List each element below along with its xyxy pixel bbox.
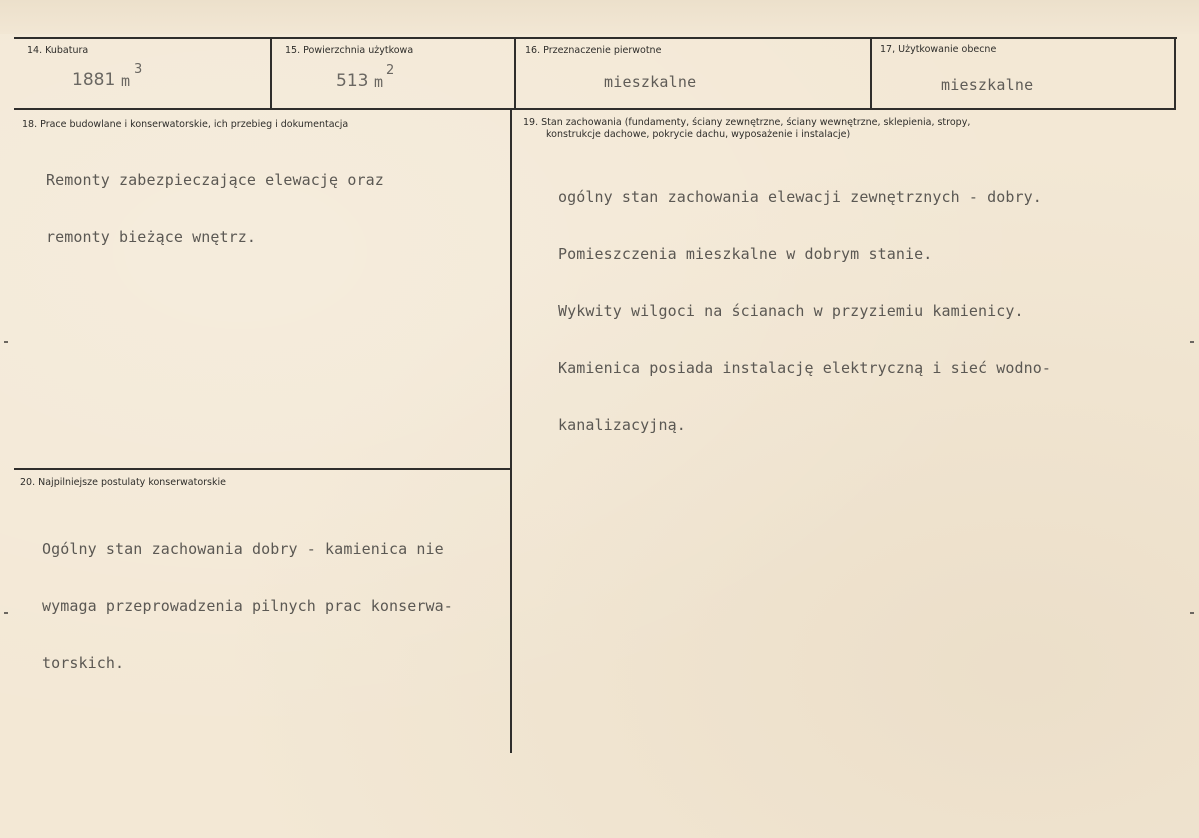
stan-text	[558, 150, 1051, 473]
kubatura-exponent: 3	[134, 62, 143, 77]
stan-line: kanalizacyjną.	[558, 416, 686, 434]
divider-16-17	[870, 38, 872, 110]
powierzchnia-value: 513	[336, 71, 369, 91]
przeznaczenie-value: mieszkalne	[604, 73, 697, 91]
stan-line: Pomieszczenia mieszkalne w dobrym stanie.	[558, 245, 933, 263]
divider-right-edge	[1174, 38, 1176, 110]
kubatura-label: 14. Kubatura	[27, 45, 89, 56]
postulaty-line: Ogólny stan zachowania dobry - kamienica nie	[42, 540, 444, 558]
powierzchnia-label: 15. Powierzchnia użytkowa	[285, 45, 414, 56]
margin-tick	[4, 612, 8, 614]
uzytkowanie-label: 17, Użytkowanie obecne	[880, 44, 997, 55]
prace-text	[46, 133, 384, 285]
prace-line: Remonty zabezpieczające elewację oraz	[46, 171, 384, 189]
margin-tick	[1190, 612, 1194, 614]
powierzchnia-exponent: 2	[386, 63, 395, 78]
stan-label-line-1: 19. Stan zachowania (fundamenty, ściany zewnętrzne, ściany wewnętrzne, sklepienia, stropy,	[523, 117, 971, 128]
divider-14-15	[270, 38, 272, 110]
przeznaczenie-label: 16. Przeznaczenie pierwotne	[525, 45, 662, 56]
postulaty-line: torskich.	[42, 654, 125, 672]
divider-15-16	[514, 38, 516, 110]
powierzchnia-unit: m	[374, 73, 384, 91]
postulaty-rule	[14, 468, 511, 470]
stan-line: Wykwity wilgoci na ścianach w przyziemiu kamienicy.	[558, 302, 1024, 320]
prace-label: 18. Prace budowlane i konserwatorskie, ich przebieg i dokumentacja	[22, 119, 349, 130]
kubatura-unit: m	[121, 72, 131, 90]
postulaty-text	[42, 502, 453, 711]
kubatura-value: 1881	[72, 70, 116, 90]
stan-line: ogólny stan zachowania elewacji zewnętrznych - dobry.	[558, 188, 1042, 206]
top-rule	[14, 37, 1177, 39]
margin-tick	[4, 341, 8, 343]
postulaty-line: wymaga przeprowadzenia pilnych prac konserwa-	[42, 597, 453, 615]
uzytkowanie-value: mieszkalne	[941, 76, 1034, 94]
divider-main-columns	[510, 110, 512, 753]
stan-label-line-2: konstrukcje dachowe, pokrycie dachu, wyposażenie i instalacje)	[546, 129, 851, 140]
stan-line: Kamienica posiada instalację elektryczną i sieć wodno-	[558, 359, 1052, 377]
postulaty-label: 20. Najpilniejsze postulaty konserwatorskie	[20, 477, 226, 488]
header-row-rule	[14, 108, 1175, 110]
margin-tick	[1190, 341, 1194, 343]
prace-line: remonty bieżące wnętrz.	[46, 228, 257, 246]
card-top-edge	[0, 0, 1199, 34]
